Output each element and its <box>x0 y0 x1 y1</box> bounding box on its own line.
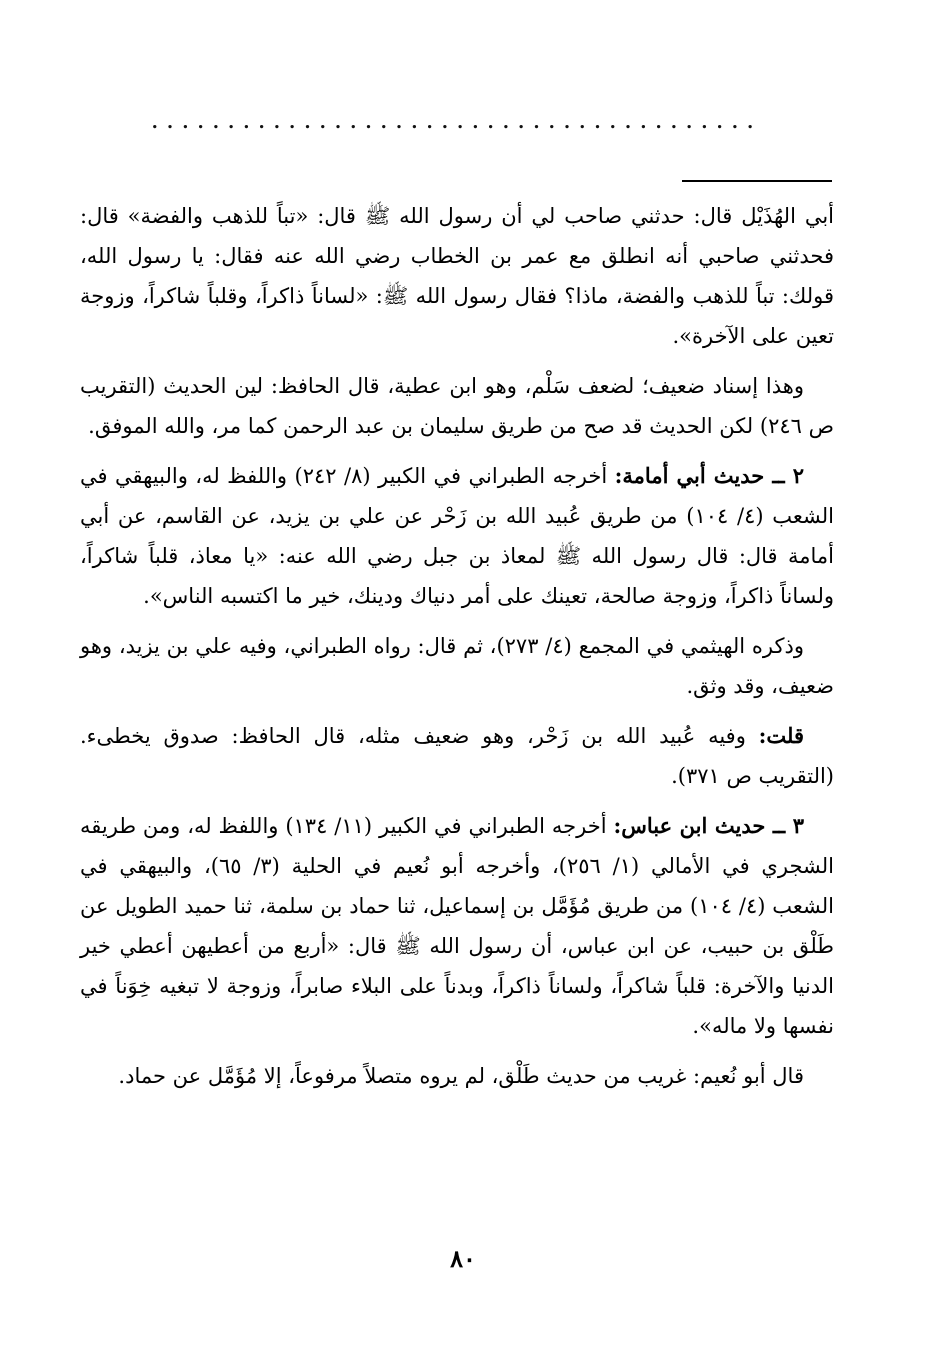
paragraph-4 <box>80 626 834 706</box>
paragraph-5 <box>80 716 834 796</box>
paragraph-text: وذكره الهيثمي في المجمع (٤/ ٢٧٣)، ثم قال: رواه الطبراني، وفيه علي بن يزيد، وهو ضعيف، وقد وثق. <box>80 634 834 698</box>
paragraph-text: وهذا إسناد ضعيف؛ لضعف سَلْم، وهو ابن عطية، قال الحافظ: لين الحديث (التقريب ص ٢٤٦) لكن الحديث قد صح من طريق سليمان بن عبد الرحمن كما مر، والله الموفق. <box>80 374 834 438</box>
paragraph-text: أخرجه الطبراني في الكبير (١١/ ١٣٤) واللفظ له، ومن طريقه الشجري في الأمالي (١/ ٢٥٦)، وأخرجه أبو نُعيم في الحلية (٣/ ٦٥)، والبيهقي في الشعب (٤/ ١٠٤) من طريق مُؤَمَّل بن إسماعيل، ثنا حماد بن سلمة، ثنا حميد الطويل عن طَلْق بن حبيب، عن ابن عباس، أن رسول الله ﷺ قال: «أربع من أعطيهن أعطي خير الدنيا والآخرة: قلباً شاكراً، ولساناً ذاكراً، وبدناً على البلاء صابراً، وزوجة لا تبغيه خِوَناً في نفسها ولا ماله». <box>80 814 834 1038</box>
paragraph-3 <box>80 456 834 616</box>
paragraph-6 <box>80 806 834 1046</box>
remark-heading: قلت: <box>758 723 804 748</box>
paragraph-text: قال أبو نُعيم: غريب من حديث طَلْق، لم يروه متصلاً مرفوعاً، إلا مُؤَمَّل عن حماد. <box>118 1064 804 1088</box>
paragraph-1 <box>80 196 834 356</box>
paragraph-text: أخرجه الطبراني في الكبير (٨/ ٢٤٢) واللفظ له، والبيهقي في الشعب (٤/ ١٠٤) من طريق عُبيد الله بن زَحْر عن علي بن يزيد، عن القاسم، عن أبي أمامة قال: قال رسول الله ﷺ لمعاذ بن جبل رضي الله عنه: «يا معاذ، قلباً شاكراً، ولساناً ذاكراً، وزوجة صالحة، تعينك على أمر دنياك ودينك، خير ما اكتسبه الناس». <box>80 464 834 608</box>
paragraph-2 <box>80 366 834 446</box>
dotted-separator: ........................................ <box>151 112 763 133</box>
page-body <box>80 196 834 1106</box>
hadith-heading: ٢ ــ حديث أبي أمامة: <box>614 463 804 488</box>
paragraph-7 <box>80 1056 834 1096</box>
hadith-heading: ٣ ــ حديث ابن عباس: <box>613 813 804 838</box>
paragraph-text: أبي الهُذَيْل قال: حدثني صاحب لي أن رسول الله ﷺ قال: «تباً للذهب والفضة» قال: فحدثني صاحبي أنه انطلق مع عمر بن الخطاب رضي الله عنه فقال: يا رسول الله، قولك: تباً للذهب والفضة، ماذا؟ فقال رسول الله ﷺ: «لساناً ذاكراً، وقلباً شاكراً، وزوجة تعين على الآخرة». <box>80 204 834 348</box>
paragraph-text: وفيه عُبيد الله بن زَحْر، وهو ضعيف مثله، قال الحافظ: صدوق يخطىء. (التقريب ص ٣٧١). <box>80 724 834 788</box>
footnote-rule <box>682 180 832 182</box>
page-number: ٨٠ <box>450 1244 476 1273</box>
